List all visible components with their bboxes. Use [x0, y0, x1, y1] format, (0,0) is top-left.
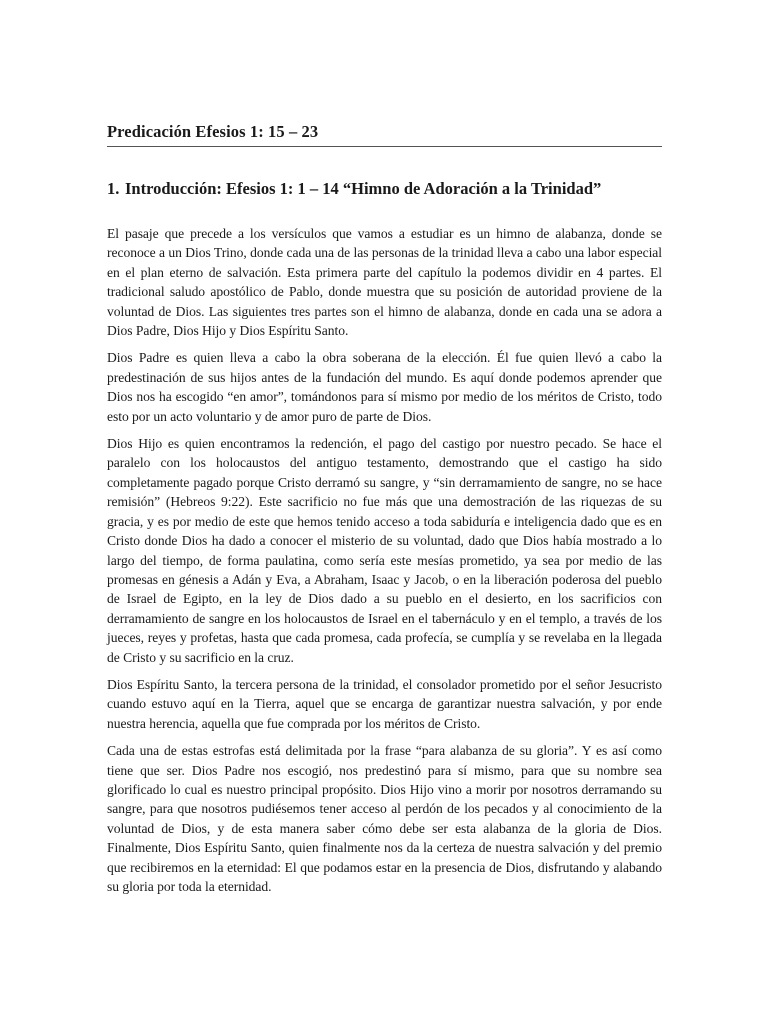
document-title: Predicación Efesios 1: 15 – 23 [107, 122, 662, 147]
paragraph-dios-padre: Dios Padre es quien lleva a cabo la obra soberana de la elección. Él fue quien llevó a cabo la predestinación de sus hijos antes de la fundación del mundo. Es aquí donde podemos aprender que Dios nos ha escogido “en amor”, tomándonos para sí mismo por medio de los méritos de Cristo, todo esto por un acto voluntario y de amor puro de parte de Dios. [107, 350, 662, 424]
paragraph-estrofas: Cada una de estas estrofas está delimitada por la frase “para alabanza de su gloria”. Y es así como tiene que ser. Dios Padre nos escogió, nos predestinó para sí mismo, para que su nombre sea glorificado lo cual es nuestro principal propósito. Dios Hijo vino a morir por nosotros derramando su sangre, para que nosotros pudiésemos tener acceso al perdón de los pecados y al conocimiento de la voluntad de Dios, y de esta manera saber cómo debe ser esta alabanza de la gloria de Dios. Finalmente, Dios Espíritu Santo, quien finalmente nos da la certeza de nuestra salvación y del premio que recibiremos en la eternidad: El que podamos estar en la presencia de Dios, disfrutando y alabando su gloria por toda la eternidad. [107, 743, 662, 894]
section-heading-text: Introducción: Efesios 1: 1 – 14 “Himno de Adoración a la Trinidad” [125, 179, 602, 198]
section-number: 1. [107, 179, 120, 198]
paragraph-intro: El pasaje que precede a los versículos que vamos a estudiar es un himno de alabanza, donde se reconoce a un Dios Trino, donde cada una de las personas de la trinidad lleva a cabo una labor especial en el plan eterno de salvación. Esta primera parte del capítulo la podemos dividir en 4 partes. El tradicional saludo apostólico de Pablo, donde muestra que su posición de autoridad proviene de la voluntad de Dios. Las siguientes tres partes son el himno de alabanza, donde en cada una se adora a Dios Padre, Dios Hijo y Dios Espíritu Santo. [107, 226, 662, 339]
paragraph-dios-espiritu-santo: Dios Espíritu Santo, la tercera persona de la trinidad, el consolador prometido por el señor Jesucristo cuando estuvo aquí en la Tierra, aquel que se encarga de garantizar nuestra salvación, y por ende nuestra herencia, aquella que fue comprada por los méritos de Cristo. [107, 676, 662, 731]
section-heading [107, 179, 662, 199]
paragraph-dios-hijo: Dios Hijo es quien encontramos la redención, el pago del castigo por nuestro pecado. Se hace el paralelo con los holocaustos del antiguo testamento, demostrando que el castigo ha sido completamente pagado porque Cristo derramó su sangre, y “sin derramamiento de sangre, no se hace remisión” (Hebreos 9:22). Este sacrificio no fue más que una demostración de las riquezas de su gracia, y es por medio de este que hemos tenido acceso a toda sabiduría e inteligencia dado que es en Cristo donde Dios ha dado a conocer el misterio de su voluntad, dado que Dios había mostrado a lo largo del tiempo, de forma paulatina, como sería este mesías prometido, ya sea por medio de las promesas en génesis a Adán y Eva, a Abraham, Isaac y Jacob, o en la liberación poderosa del pueblo de Israel de Egipto, en la ley de Dios dado a su pueblo en el desierto, en los sacrificios con derramamiento de sangre en los holocaustos de Israel en el tabernáculo y en el templo, a través de los jueces, reyes y profetas, hasta que cada promesa, cada profecía, se cumplía y se revelaba en la llegada de Cristo y su sacrificio en la cruz. [107, 436, 662, 665]
document-page [107, 122, 662, 904]
